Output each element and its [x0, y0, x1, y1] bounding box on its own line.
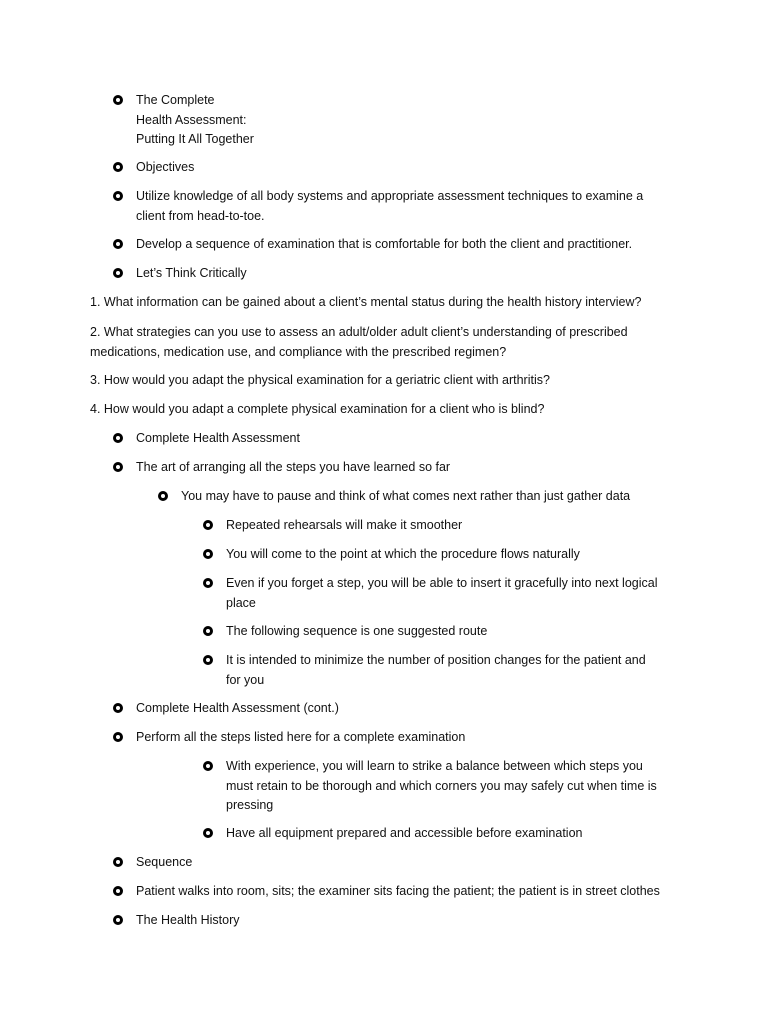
bullet-icon — [203, 549, 213, 559]
bullet-icon — [203, 578, 213, 588]
list-item — [136, 728, 465, 748]
list-item — [181, 487, 630, 507]
list-item-text: Objectives — [136, 160, 195, 174]
list-item — [136, 158, 194, 178]
list-item-text: Develop a sequence of examination that is comfortable for both the client and practitioner. — [136, 237, 633, 251]
list-item — [136, 882, 660, 902]
bullet-icon — [203, 520, 213, 530]
list-item-text: Even if you forget a step, you will be able to insert it gracefully into next logical place — [226, 576, 658, 610]
list-item — [136, 853, 192, 873]
bullet-icon — [203, 655, 213, 665]
question-text: 4. How would you adapt a complete physical examination for a client who is blind? — [90, 402, 545, 416]
list-item-text: Complete Health Assessment (cont.) — [136, 701, 339, 715]
list-item — [136, 187, 643, 226]
bullet-icon — [113, 703, 123, 713]
bullet-icon — [113, 95, 123, 105]
bullet-icon — [113, 886, 123, 896]
list-item — [136, 911, 240, 931]
list-item — [136, 91, 254, 150]
list-item-text: Patient walks into room, sits; the examiner sits facing the patient; the patient is in street clothes — [136, 884, 660, 898]
bullet-icon — [113, 268, 123, 278]
list-item-text: The Health History — [136, 913, 240, 927]
list-item — [226, 651, 646, 690]
bullet-icon — [113, 732, 123, 742]
bullet-icon — [113, 857, 123, 867]
bullet-icon — [113, 239, 123, 249]
list-item-text: Complete Health Assessment — [136, 431, 300, 445]
list-item-text: The art of arranging all the steps you have learned so far — [136, 460, 451, 474]
list-item-text: The following sequence is one suggested route — [226, 624, 488, 638]
list-item — [226, 622, 487, 642]
list-item-text: You will come to the point at which the procedure flows naturally — [226, 547, 580, 561]
list-item — [136, 429, 300, 449]
bullet-icon — [158, 491, 168, 501]
question-paragraph — [90, 293, 641, 313]
bullet-icon — [113, 191, 123, 201]
list-item-text: It is intended to minimize the number of position changes for the patient and for you — [226, 653, 646, 687]
list-item — [136, 699, 339, 719]
list-item-text: Sequence — [136, 855, 193, 869]
list-item-text: With experience, you will learn to strike a balance between which steps you must retain to be thorough and which corners you may safely cut when time is pressing — [226, 759, 657, 812]
bullet-icon — [203, 626, 213, 636]
list-item-text: You may have to pause and think of what comes next rather than just gather data — [181, 489, 631, 503]
question-text: 2. What strategies can you use to assess an adult/older adult client’s understanding of prescribed medications, medication use, and compliance with the prescribed regimen? — [90, 325, 628, 359]
list-item-text: Utilize knowledge of all body systems and appropriate assessment techniques to examine a client from head-to-toe. — [136, 189, 644, 223]
question-paragraph — [90, 323, 628, 362]
question-paragraph — [90, 400, 544, 420]
bullet-icon — [203, 761, 213, 771]
question-paragraph — [90, 371, 550, 391]
list-item-text: Let’s Think Critically — [136, 266, 247, 280]
list-item — [226, 574, 657, 613]
list-item — [226, 545, 580, 565]
bullet-icon — [203, 828, 213, 838]
list-item — [136, 458, 450, 478]
list-item-text: Have all equipment prepared and accessible before examination — [226, 826, 583, 840]
list-item-text: The Complete Health Assessment: Putting It All Together — [136, 93, 254, 146]
list-item — [226, 757, 657, 816]
list-item-text: Repeated rehearsals will make it smoother — [226, 518, 463, 532]
list-item — [226, 516, 462, 536]
bullet-icon — [113, 162, 123, 172]
list-item — [226, 824, 582, 844]
list-item-text: Perform all the steps listed here for a complete examination — [136, 730, 466, 744]
list-item — [136, 235, 632, 255]
list-item — [136, 264, 247, 284]
bullet-icon — [113, 433, 123, 443]
bullet-icon — [113, 462, 123, 472]
question-text: 3. How would you adapt the physical examination for a geriatric client with arthritis? — [90, 373, 550, 387]
bullet-icon — [113, 915, 123, 925]
question-text: 1. What information can be gained about a client’s mental status during the health history interview? — [90, 295, 642, 309]
